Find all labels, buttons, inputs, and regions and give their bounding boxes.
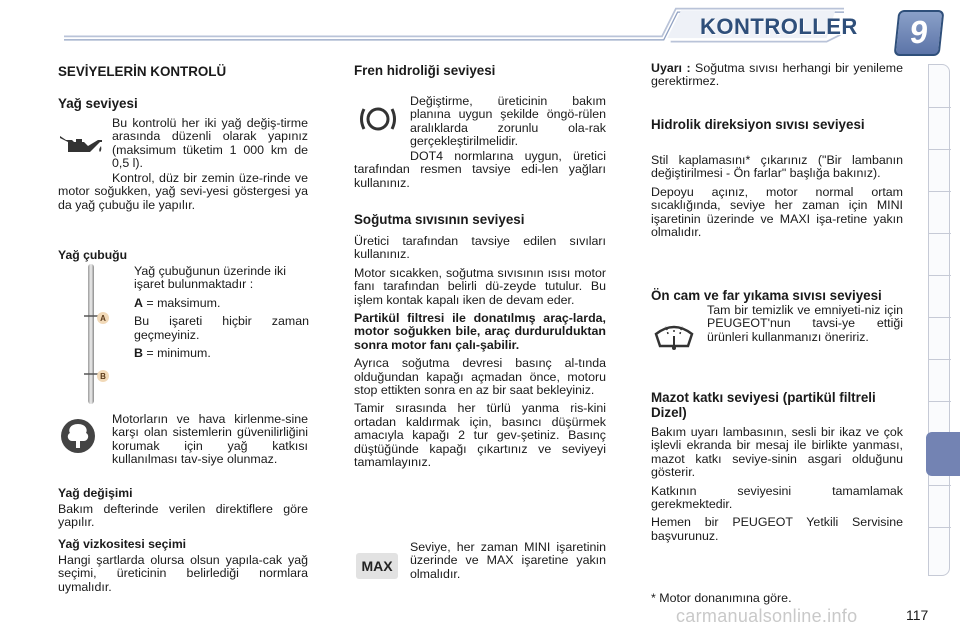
chapter-badge: 9 [894, 10, 945, 56]
viscosity-title: Yağ vizkositesi seçimi [58, 537, 187, 551]
page-number: 117 [906, 607, 929, 623]
warning-text: Soğutma sıvısı herhangi bir yenileme gerektirmez. [651, 61, 903, 89]
dipstick-a-text: = maksimum. [142, 295, 221, 310]
diesel-title: Mazot katkı seviyesi (partikül filtreli Dizel) [651, 390, 876, 420]
coolant-p4: Ayrıca soğutma devresi basınç al-tında olduğundan kapağı açmadan önce, motoru stop ettikten sonra en az bir saat bekleyiniz. [354, 356, 606, 398]
washer-text: Tam bir temizlik ve emniyeti-niz için PEUGEOT'nun tavsi-ye ettiği ürünleri kullanmanızı öneririz. [707, 303, 903, 344]
dipstick-b-line [134, 347, 309, 360]
diesel-p3: Hemen bir PEUGEOT Yetkili Servisine başvurunuz. [651, 515, 903, 543]
page-title: KONTROLLER [700, 14, 858, 39]
dipstick-mark-a: A [100, 314, 106, 323]
coolant-p3: Partikül filtresi ile donatılmış araç-larda, motor soğukken bile, araç durdurulduktan sonra motor fanı çalı-şabilir. [354, 311, 606, 352]
coolant-p1: Üretici tarafından tavsiye edilen sıvıları kullanınız. [354, 234, 606, 262]
diesel-body [651, 426, 903, 543]
chapter-tabs [928, 64, 950, 576]
oil-level-title: Yağ seviyesi [58, 96, 138, 111]
hydraulic-title: Hidrolik direksiyon sıvısı seviyesi [651, 117, 865, 132]
hydraulic-p2: Depoyu açınız, motor normal ortam sıcaklığında, seviye her zaman için MINI işaretinin üzerinde ve MAXI işa-retine yakın olmalıdır. [651, 184, 903, 240]
dipstick-intro: Yağ çubuğunun üzerinde iki işaret bulunmaktadır : [134, 264, 287, 292]
section-title: SEVİYELERİN KONTROLÜ [58, 64, 227, 79]
max-text: Seviye, her zaman MINI işaretinin üzerinde ve MAX işaretine yakın olmalıdır. [410, 540, 606, 581]
hydraulic-p1: Stil kaplamasını* çıkarınız ("Bir lambanın değiştirilmesi - Ön farlar" başlığa bakınız). [651, 153, 903, 181]
eco-note: Motorların ve hava kirlenme-sine karşı olan sistemlerin güvenilirliğini korumak için yağ katkısı kullanılması tav-siye olunmaz. [112, 412, 308, 467]
coolant-p2: Motor sıcakken, soğutma sıvısının ısısı motor fanı tarafından belirli dü-zeyde tutulur. Bu işlem kontak kapalı iken de devam eder. [354, 265, 606, 307]
coolant-p5: Tamir sırasında her türlü yanma ris-kini ortadan kaldırmak için, basıncı düşürmek amacıyla kapağı 2 tur gev-şetiniz. Basınç düştüğünde kapağı çıkartınız ve seviyeyi tamamlayınız. [354, 401, 606, 470]
dipstick-a-letter: A [134, 295, 143, 310]
diesel-p1: Bakım uyarı lambasının, sesli bir ikaz ve çok işlevli ekranda bir mesaj ile birlikte yanması, mazot katkı seviye-sinin asgari olduğunu gösterir. [651, 425, 903, 480]
oil-change-title: Yağ değişimi [58, 486, 133, 500]
oil-change-text: Bakım defterinde verilen direktiflere göre yapılır. [58, 502, 308, 530]
washer-title: Ön cam ve far yıkama sıvısı seviyesi [651, 288, 882, 303]
footnote: * Motor donanımına göre. [651, 591, 792, 605]
dipstick-title: Yağ çubuğu [58, 248, 128, 262]
brake-fluid-icon [358, 103, 398, 135]
brake-text-2: DOT4 normlarına uygun, üretici tarafından resmen tavsiye edi-len yağları kullanınız. [354, 149, 606, 190]
dipstick-warning: Bu işareti hiçbir zaman geçmeyiniz. [134, 314, 309, 342]
dipstick-mark-b: B [100, 372, 106, 381]
viscosity-text: Hangi şartlarda olursa olsun yapıla-cak yağ seçimi, üreticinin belirlediği normlara uymalıdır. [58, 553, 308, 594]
coolant-body [354, 235, 606, 470]
brake-text-1: Değiştirme, üreticinin bakım planına uygun şekilde öngö-rülen aralıklarda zorunlu ola-rak gerçekleştirilmelidir. [410, 94, 606, 149]
tree-icon [60, 418, 96, 454]
hydraulic-body [651, 154, 903, 239]
oil-level-text-2: Kontrol, düz bir zemin üze-rinde ve motor soğukken, yağ sevi-yesi göstergesi ya da yağ çubuğu ile yapılır. [58, 171, 308, 212]
dipstick-b-letter: B [134, 346, 143, 361]
washer-fluid-icon [652, 312, 696, 352]
warning-label: Uyarı : [651, 61, 691, 75]
oil-can-icon [58, 130, 104, 160]
brake-title: Fren hidroliği seviyesi [354, 63, 496, 78]
dipstick-illustration [84, 264, 114, 408]
active-chapter-tab[interactable] [926, 432, 960, 476]
coolant-warning [651, 62, 903, 89]
max-label-icon: MAX [356, 553, 398, 579]
dipstick-a-line [134, 297, 309, 310]
coolant-title: Soğutma sıvısının seviyesi [354, 212, 525, 227]
dipstick-details [134, 265, 309, 360]
dipstick-b-text: = minimum. [142, 346, 211, 361]
oil-level-text-1: Bu kontrolü her iki yağ değiş-tirme arasında düzenli olarak yapınız (maksimum tüketim 1 000 km de 0,5 l). [112, 116, 308, 171]
diesel-p2: Katkının seviyesini tamamlamak gerekmektedir. [651, 483, 903, 512]
watermark: carmanualsonline.info [676, 606, 858, 626]
